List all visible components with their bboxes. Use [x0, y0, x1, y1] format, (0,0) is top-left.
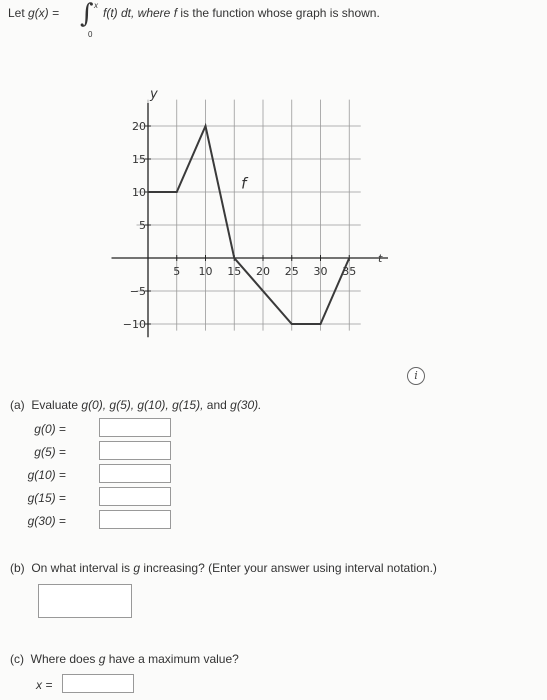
- g15-input[interactable]: [99, 487, 171, 506]
- x-tick-label: 10: [198, 265, 213, 278]
- g5-label: g(5): [34, 445, 56, 459]
- g30-eq: =: [58, 514, 66, 528]
- part-c-text-suffix: have a maximum value?: [105, 652, 239, 666]
- curve-vertex: [348, 257, 350, 259]
- g10-label: g(10): [27, 468, 56, 482]
- part-c-question: [10, 652, 239, 666]
- field-label-g5: [6, 445, 66, 459]
- integral-sign: ∫: [80, 0, 94, 29]
- maximum-x-input[interactable]: [62, 674, 134, 693]
- g15-eq: =: [58, 491, 66, 505]
- interval-input[interactable]: [38, 584, 132, 618]
- x-tick-label: 20: [256, 265, 270, 278]
- part-b-label: (b): [10, 561, 25, 575]
- part-a-question: [10, 398, 262, 412]
- curve-vertex: [291, 323, 293, 325]
- x-axis-label: t: [378, 252, 383, 265]
- y-tick-label: 10: [132, 186, 146, 199]
- part-a-text-list: g(0), g(5), g(10), g(15),: [81, 398, 207, 412]
- integral-upper-limit: x: [94, 1, 98, 10]
- graph-grid: [137, 100, 361, 331]
- field-label-g15: [6, 491, 66, 505]
- g10-input[interactable]: [99, 464, 171, 483]
- field-label-g10: [6, 468, 66, 482]
- field-label-g0: [6, 422, 66, 436]
- graph-ticks: [123, 120, 356, 331]
- y-tick-label: −10: [122, 318, 146, 331]
- curve-vertex: [147, 191, 149, 193]
- g30-input[interactable]: [99, 510, 171, 529]
- g0-label: g(0): [34, 422, 56, 436]
- curve-vertex: [176, 191, 178, 193]
- curve-label-f: f: [241, 174, 247, 193]
- x-equals-text: x =: [36, 678, 53, 692]
- info-icon[interactable]: i: [407, 367, 425, 385]
- curve-vertex: [205, 125, 207, 127]
- part-b-question: [10, 561, 437, 575]
- y-tick-label: 5: [139, 219, 146, 232]
- prompt-lead: Let: [8, 6, 29, 20]
- g5-eq: =: [58, 445, 66, 459]
- prompt-integrand: f(t) dt, where: [103, 6, 174, 20]
- prompt-tail: is the function whose graph is shown.: [177, 6, 380, 20]
- part-c-text-prefix: Where does: [30, 652, 99, 666]
- g15-label: g(15): [27, 491, 56, 505]
- g30-label: g(30): [27, 514, 56, 528]
- x-equals-label: [36, 678, 52, 692]
- part-b-g: g: [133, 561, 141, 575]
- y-axis-label: y: [150, 87, 158, 102]
- y-tick-label: 15: [132, 153, 146, 166]
- prompt-gx: g(x) =: [28, 6, 60, 20]
- part-a-label: (a): [10, 398, 25, 412]
- part-c-g: g: [98, 652, 106, 666]
- curve-vertex: [233, 257, 235, 259]
- part-c-label: (c): [10, 652, 24, 666]
- part-a-text-prefix: Evaluate: [31, 398, 82, 412]
- graph-axes: [112, 103, 389, 337]
- x-tick-label: 25: [284, 265, 299, 278]
- g0-eq: =: [58, 422, 66, 436]
- x-tick-label: 15: [227, 265, 242, 278]
- part-a-text-last: g(30).: [230, 398, 262, 412]
- part-b-text-prefix: On what interval is: [31, 561, 134, 575]
- field-label-g30: [6, 514, 66, 528]
- g10-eq: =: [58, 468, 66, 482]
- y-tick-label: −5: [129, 285, 146, 298]
- x-tick-label: 30: [313, 265, 328, 278]
- part-b-text-suffix: increasing? (Enter your answer using interval notation.): [140, 561, 437, 575]
- x-tick-label: 5: [173, 265, 181, 278]
- curve-vertex: [320, 323, 322, 325]
- y-tick-label: 20: [132, 120, 146, 133]
- x-tick-label: 35: [342, 265, 357, 278]
- part-a-text-and: and: [206, 398, 231, 412]
- g5-input[interactable]: [99, 441, 171, 460]
- g0-input[interactable]: [99, 418, 171, 437]
- prompt-f: f: [173, 6, 178, 20]
- integral-lower-limit: 0: [88, 30, 93, 39]
